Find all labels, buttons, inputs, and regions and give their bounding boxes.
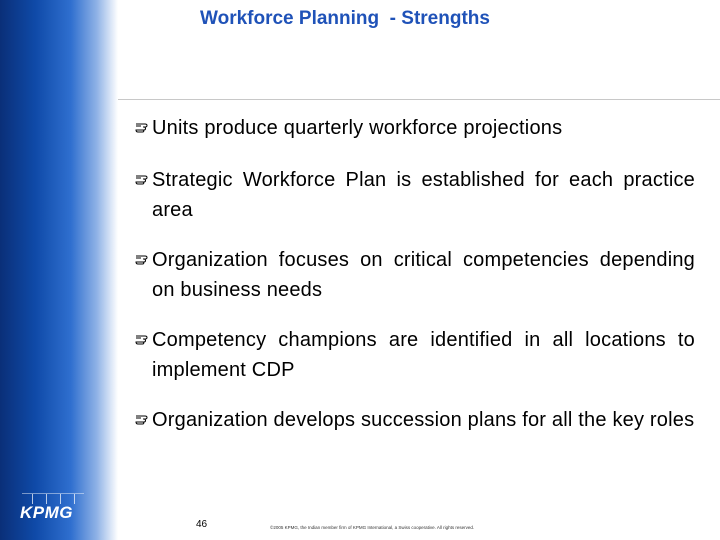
pointing-hand-icon <box>135 413 148 425</box>
logo-text: KPMG <box>20 503 73 522</box>
bullet-item <box>135 113 695 143</box>
title-divider <box>118 99 720 100</box>
bullet-item <box>135 245 695 305</box>
bullet-text: Competency champions are identified in all locations to implement CDP <box>152 329 695 381</box>
bullet-text: Units produce quarterly workforce projections <box>152 117 563 139</box>
pointing-hand-icon <box>135 333 148 345</box>
kpmg-logo <box>20 493 92 525</box>
left-gradient-panel <box>0 0 118 540</box>
page-number: 46 <box>196 519 208 530</box>
pointing-hand-icon <box>135 253 148 265</box>
bullet-text: Organization focuses on critical competencies depending on business needs <box>152 249 695 301</box>
pointing-hand-icon <box>135 173 148 185</box>
bullet-item <box>135 405 695 435</box>
bullet-text: Strategic Workforce Plan is established for each practice area <box>152 169 695 221</box>
bullet-item <box>135 165 695 225</box>
bullet-text: Organization develops succession plans for all the key roles <box>152 409 695 431</box>
slide-title: Workforce Planning - Strengths <box>200 8 490 29</box>
bullet-item <box>135 325 695 385</box>
copyright-notice: ©2005 KPMG, the Indian member firm of KPMG International, a Swiss cooperative. All rights reserved. <box>270 525 475 530</box>
pointing-hand-icon <box>135 121 148 133</box>
